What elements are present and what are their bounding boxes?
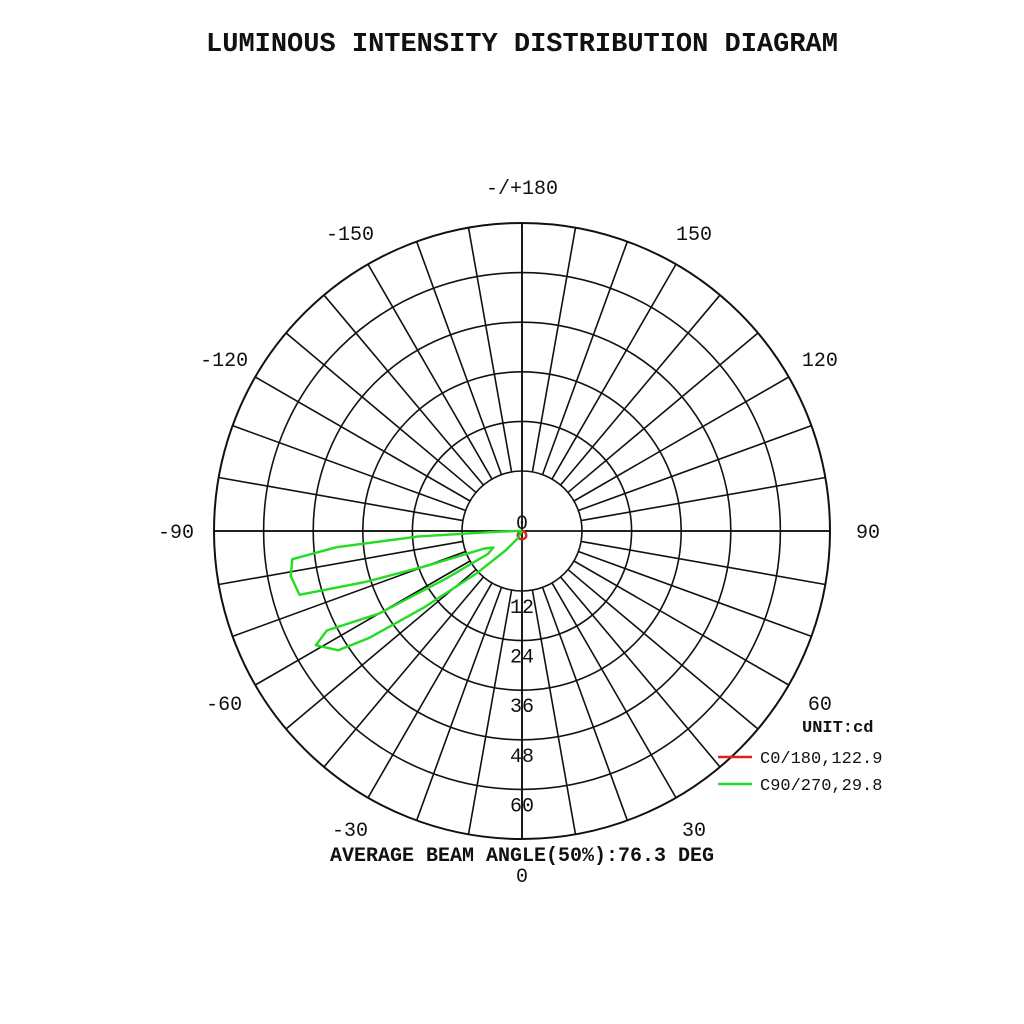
grid-spoke <box>417 587 502 820</box>
angle-tick-label: -/+180 <box>485 178 559 201</box>
angle-tick-label: 60 <box>807 694 832 717</box>
grid-spoke <box>568 333 758 492</box>
radial-tick-label: 12 <box>509 597 535 620</box>
grid-spoke <box>219 478 463 521</box>
angle-tick-label: -60 <box>206 694 243 717</box>
chart-title: LUMINOUS INTENSITY DISTRIBUTION DIAGRAM <box>206 30 838 60</box>
grid-spoke <box>581 541 825 584</box>
beam-angle-footer: AVERAGE BEAM ANGLE(50%):76.3 DEG <box>329 845 715 868</box>
radial-tick-label: 48 <box>509 745 535 769</box>
angle-tick-label: -120 <box>200 350 249 373</box>
grid-spoke <box>324 295 483 485</box>
grid-spoke <box>561 295 720 485</box>
grid-spoke <box>286 333 476 492</box>
angle-tick-label: -90 <box>157 522 195 545</box>
angle-tick-label: 120 <box>801 350 838 373</box>
radial-tick-label: 36 <box>509 696 535 720</box>
radial-tick-label: 60 <box>509 795 535 819</box>
angle-tick-label: -150 <box>325 224 375 248</box>
grid-spoke <box>581 478 825 521</box>
grid-spoke <box>417 242 502 475</box>
unit-label: UNIT:cd <box>802 719 874 738</box>
grid-spoke <box>578 552 811 637</box>
angle-tick-label: 30 <box>681 819 707 843</box>
angle-tick-label: 150 <box>675 224 713 248</box>
legend <box>718 750 882 796</box>
grid-spoke <box>543 242 628 475</box>
grid-spoke <box>568 570 758 729</box>
legend-entry: C0/180,122.9 <box>760 750 883 769</box>
angle-tick-label: 90 <box>855 522 881 545</box>
grid-spoke <box>561 577 720 767</box>
radial-tick-label: 24 <box>509 646 535 670</box>
grid-spoke <box>233 426 466 511</box>
grid-spoke <box>219 541 463 584</box>
grid-spoke <box>532 228 575 472</box>
grid-spoke <box>543 587 628 820</box>
radial-tick-label: 0 <box>515 513 529 536</box>
grid-spoke <box>578 426 811 511</box>
grid-spoke <box>469 590 512 834</box>
grid-spoke <box>532 590 575 834</box>
grid-spoke <box>324 577 483 767</box>
grid-spoke <box>469 228 512 472</box>
angle-tick-label: -30 <box>331 819 369 843</box>
legend-entry: C90/270,29.8 <box>760 777 883 796</box>
data-series <box>291 531 527 650</box>
angle-tick-label: 0 <box>515 866 529 889</box>
